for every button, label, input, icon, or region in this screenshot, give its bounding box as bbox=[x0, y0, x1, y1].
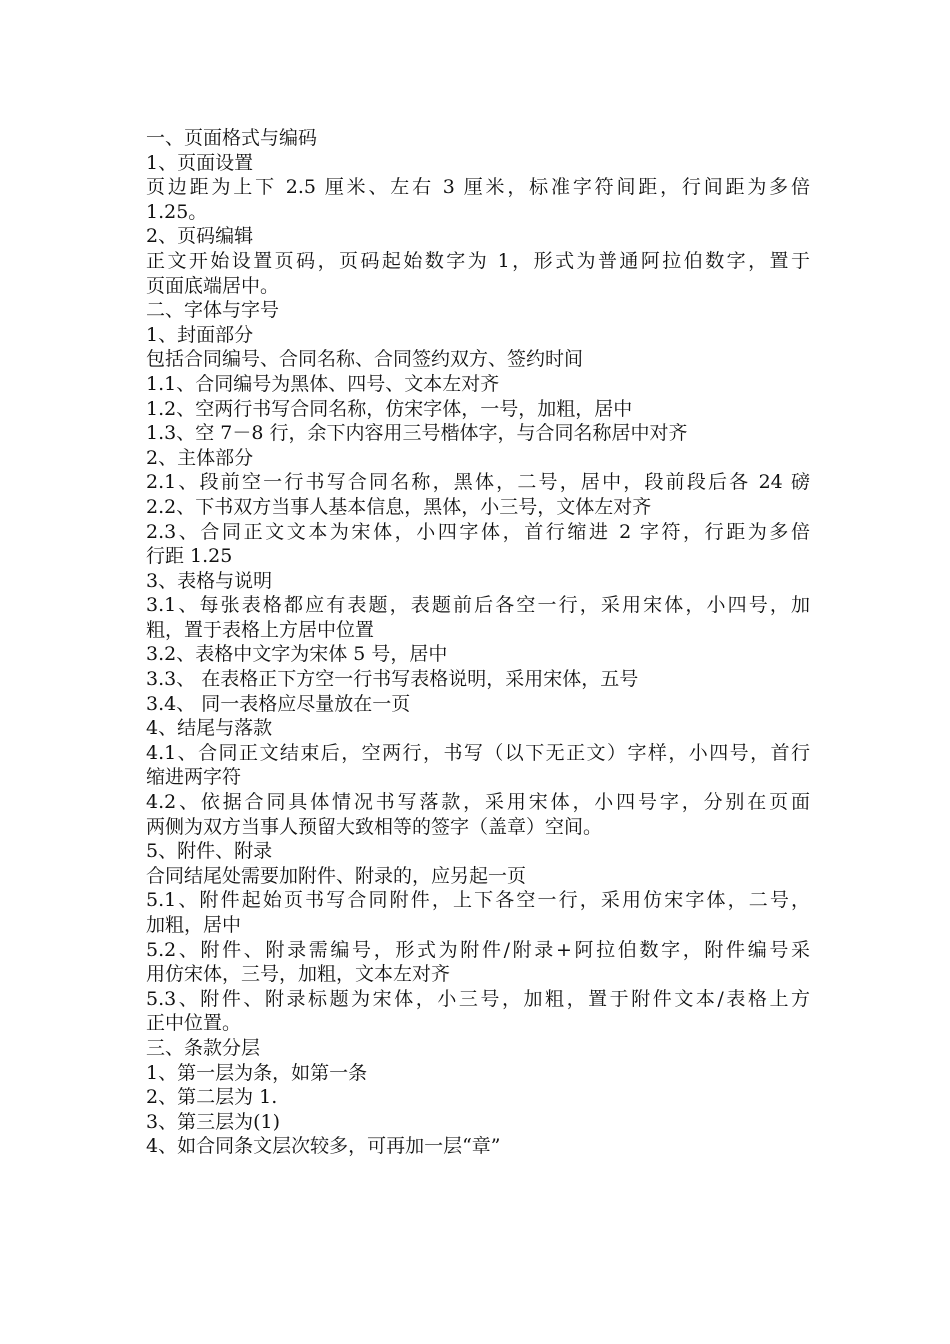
paragraph-line: 正中位置。 bbox=[146, 1012, 242, 1035]
list-item: 4.2、依据合同具体情况书写落款，采用宋体，小四号字，分别在页面 bbox=[146, 791, 810, 814]
paragraph-line: 正文开始设置页码，页码起始数字为 1，形式为普通阿拉伯数字，置于 bbox=[146, 249, 810, 272]
paragraph-line: 加粗，居中 bbox=[146, 914, 242, 936]
subsection-heading: 1、封面部分 bbox=[146, 323, 254, 346]
paragraph-line: 两侧为双方当事人预留大致相等的签字（盖章）空间。 bbox=[146, 815, 603, 838]
section-heading: 三、条款分层 bbox=[146, 1036, 261, 1059]
list-item: 1.3、空 7－8 行，余下内容用三号楷体字，与合同名称居中对齐 bbox=[146, 422, 688, 445]
list-item: 5.3、附件、附录标题为宋体，小三号，加粗，置于附件文本/表格上方 bbox=[146, 987, 810, 1010]
paragraph-line: 行距 1.25 bbox=[146, 545, 233, 568]
paragraph-line: 页边距为上下 2.5 厘米、左右 3 厘米，标准字符间距，行间距为多倍 bbox=[146, 176, 810, 199]
paragraph-line: 缩进两字符 bbox=[146, 766, 242, 789]
subsection-heading: 5、附件、附录 bbox=[146, 840, 273, 863]
paragraph-line: 1.25。 bbox=[146, 200, 208, 223]
list-item: 3、第三层为(1) bbox=[146, 1110, 281, 1133]
list-item: 3.3、 在表格正下方空一行书写表格说明，采用宋体，五号 bbox=[146, 668, 639, 691]
list-item: 1.2、空两行书写合同名称，仿宋字体，一号，加粗，居中 bbox=[146, 397, 633, 420]
subsection-heading: 2、主体部分 bbox=[146, 446, 254, 469]
list-item: 4.1、合同正文结束后，空两行，书写（以下无正文）字样，小四号，首行 bbox=[146, 741, 810, 764]
subsection-heading: 2、页码编辑 bbox=[146, 225, 254, 248]
paragraph-line: 用仿宋体，三号，加粗，文本左对齐 bbox=[146, 963, 451, 986]
paragraph-line: 页面底端居中。 bbox=[146, 274, 280, 297]
section-heading: 二、字体与字号 bbox=[146, 299, 280, 322]
paragraph-line: 包括合同编号、合同名称、合同签约双方、签约时间 bbox=[146, 348, 584, 371]
list-item: 1、第一层为条，如第一条 bbox=[146, 1061, 368, 1084]
subsection-heading: 3、表格与说明 bbox=[146, 569, 273, 592]
list-item: 3.4、 同一表格应尽量放在一页 bbox=[146, 692, 411, 715]
list-item: 5.1、附件起始页书写合同附件，上下各空一行，采用仿宋字体，二号， bbox=[146, 889, 810, 912]
list-item: 2、第二层为 1. bbox=[146, 1086, 278, 1109]
section-heading: 一、页面格式与编码 bbox=[146, 127, 318, 149]
paragraph-line: 合同结尾处需要加附件、附录的，应另起一页 bbox=[146, 864, 527, 887]
list-item: 5.2、附件、附录需编号，形式为附件/附录+阿拉伯数字，附件编号采 bbox=[146, 938, 810, 961]
list-item: 1.1、合同编号为黑体、四号、文本左对齐 bbox=[146, 372, 500, 395]
list-item: 2.3、合同正文文本为宋体，小四字体，首行缩进 2 字符，行距为多倍 bbox=[146, 520, 810, 543]
paragraph-line: 粗，置于表格上方居中位置 bbox=[146, 618, 375, 641]
document-body bbox=[146, 126, 810, 1159]
list-item: 3.1、每张表格都应有表题，表题前后各空一行，采用宋体，小四号，加 bbox=[146, 594, 810, 617]
subsection-heading: 1、页面设置 bbox=[146, 151, 254, 174]
subsection-heading: 4、结尾与落款 bbox=[146, 717, 273, 740]
list-item: 3.2、表格中文字为宋体 5 号，居中 bbox=[146, 643, 448, 666]
list-item: 2.1、段前空一行书写合同名称，黑体，二号，居中，段前段后各 24 磅 bbox=[146, 471, 810, 494]
list-item: 2.2、下书双方当事人基本信息，黑体，小三号，文体左对齐 bbox=[146, 495, 652, 518]
list-item: 4、如合同条文层次较多，可再加一层“章” bbox=[146, 1135, 501, 1158]
